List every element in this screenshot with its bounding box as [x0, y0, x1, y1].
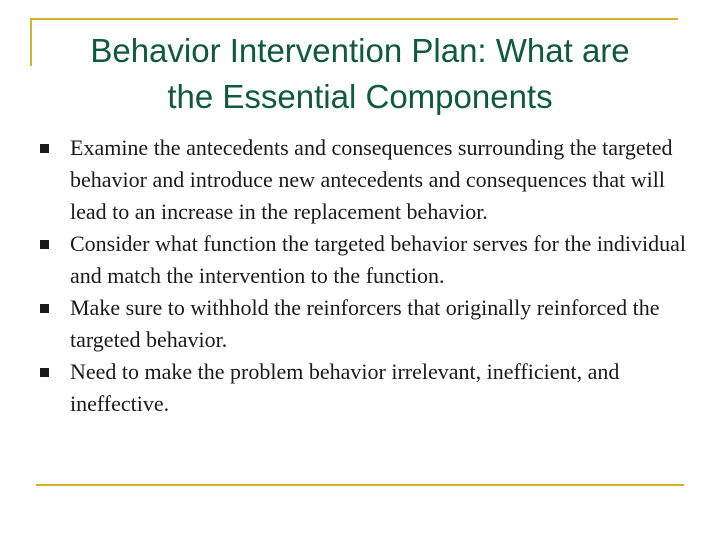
bullet-list — [40, 132, 690, 420]
slide-title — [36, 28, 684, 120]
bullet-text: Need to make the problem behavior irrelevant, inefficient, and ineffective. — [70, 359, 620, 416]
list-item — [40, 132, 690, 228]
bullet-text: Consider what function the targeted behavior serves for the individual and match the intervention to the function. — [70, 231, 687, 288]
slide-title-line: Behavior Intervention Plan: What are — [90, 32, 630, 69]
left-accent-rule — [30, 18, 32, 66]
square-bullet-icon — [40, 368, 49, 377]
top-accent-rule — [30, 18, 678, 20]
square-bullet-icon — [40, 240, 49, 249]
square-bullet-icon — [40, 144, 49, 153]
list-item — [40, 292, 690, 356]
slide-title-line: the Essential Components — [167, 78, 553, 115]
bullet-text: Examine the antecedents and consequences surrounding the targeted behavior and introduce new antecedents and consequences that will lead to an increase in the replacement behavior. — [70, 135, 673, 224]
list-item — [40, 228, 690, 292]
bullet-text: Make sure to withhold the reinforcers that originally reinforced the targeted behavior. — [70, 295, 660, 352]
bottom-accent-rule — [36, 484, 684, 486]
list-item — [40, 356, 690, 420]
square-bullet-icon — [40, 304, 49, 313]
